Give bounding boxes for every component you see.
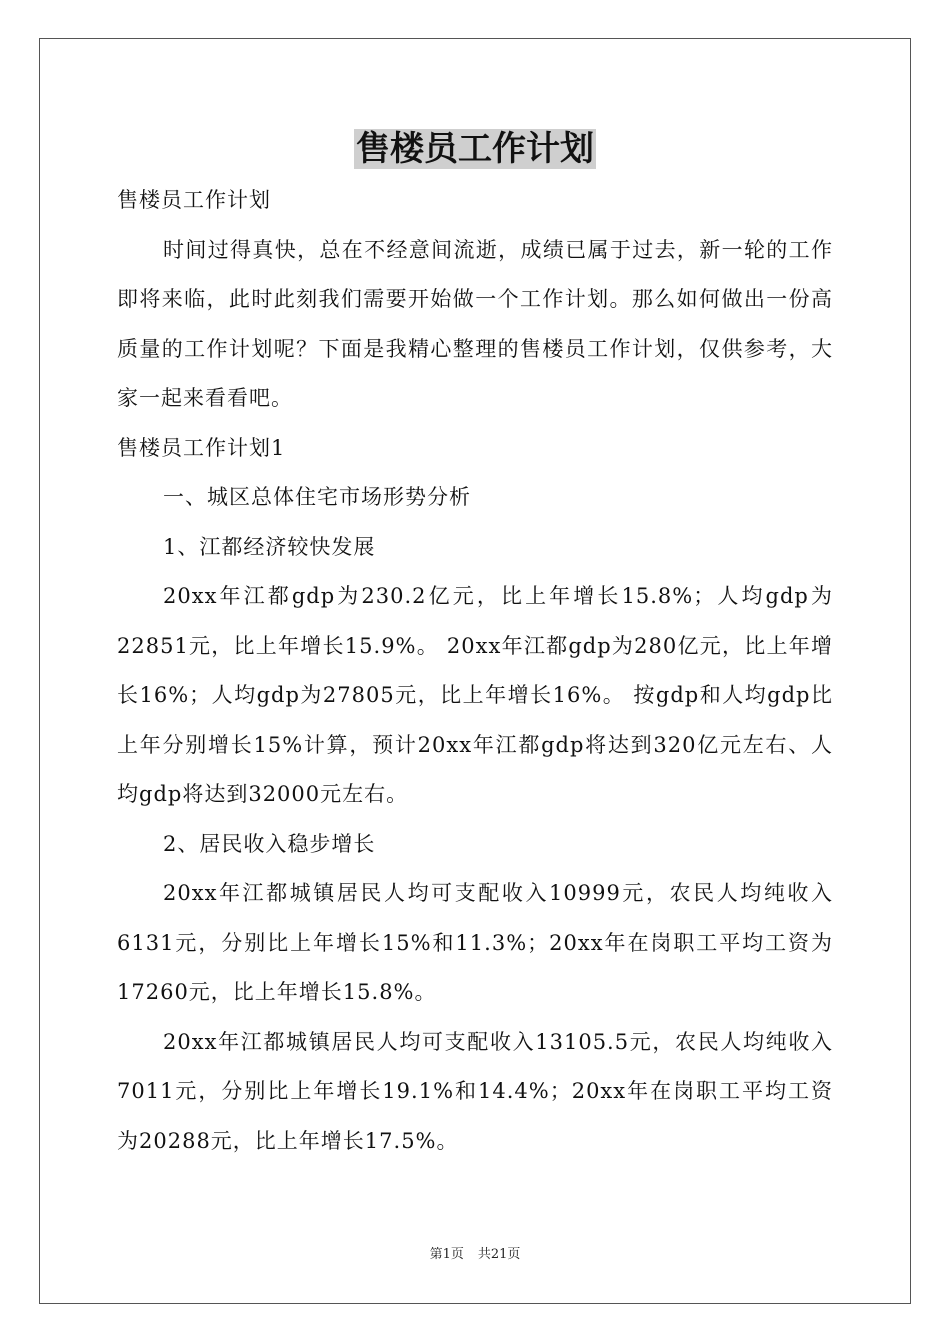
document-title-text: 售楼员工作计划	[356, 129, 594, 169]
document-body	[117, 176, 833, 1166]
page-footer	[0, 1246, 950, 1264]
paragraph: 售楼员工作计划	[117, 188, 271, 212]
page-total: 共21页	[477, 1247, 521, 1262]
paragraph: 20xx年江都城镇居民人均可支配收入10999元，农民人均纯收入6131元，分别比上年增长15%和11.3%；20xx年在岗职工平均工资为17260元，比上年增长15.8%。	[117, 881, 833, 1004]
paragraph: 20xx年江都gdp为230.2亿元，比上年增长15.8%；人均gdp为22851元，比上年增长15.9%。 20xx年江都gdp为280亿元，比上年增长16%；人均gdp为27805元，比上年增长16%。 按gdp和人均gdp比上年分别增长15%计算，预计20xx年江都gdp将达到320亿元左右、人均gdp将达到32000元左右。	[117, 584, 833, 806]
paragraph: 2、居民收入稳步增长	[163, 831, 376, 856]
section-heading: 售楼员工作计划1	[117, 435, 286, 460]
paragraph: 20xx年江都城镇居民人均可支配收入13105.5元，农民人均纯收入7011元，分别比上年增长19.1%和14.4%；20xx年在岗职工平均工资为20288元，比上年增长17.5%。	[117, 1029, 833, 1153]
page-number: 第1页	[429, 1247, 464, 1262]
paragraph: 一、城区总体住宅市场形势分析	[163, 485, 471, 509]
paragraph: 时间过得真快，总在不经意间流逝，成绩已属于过去，新一轮的工作即将来临，此时此刻我们需要开始做一个工作计划。那么如何做出一份高质量的工作计划呢？下面是我精心整理的售楼员工作计划，仅供参考，大家一起来看看吧。	[117, 237, 833, 410]
paragraph: 1、江都经济较快发展	[163, 534, 376, 559]
document-title	[0, 127, 950, 171]
